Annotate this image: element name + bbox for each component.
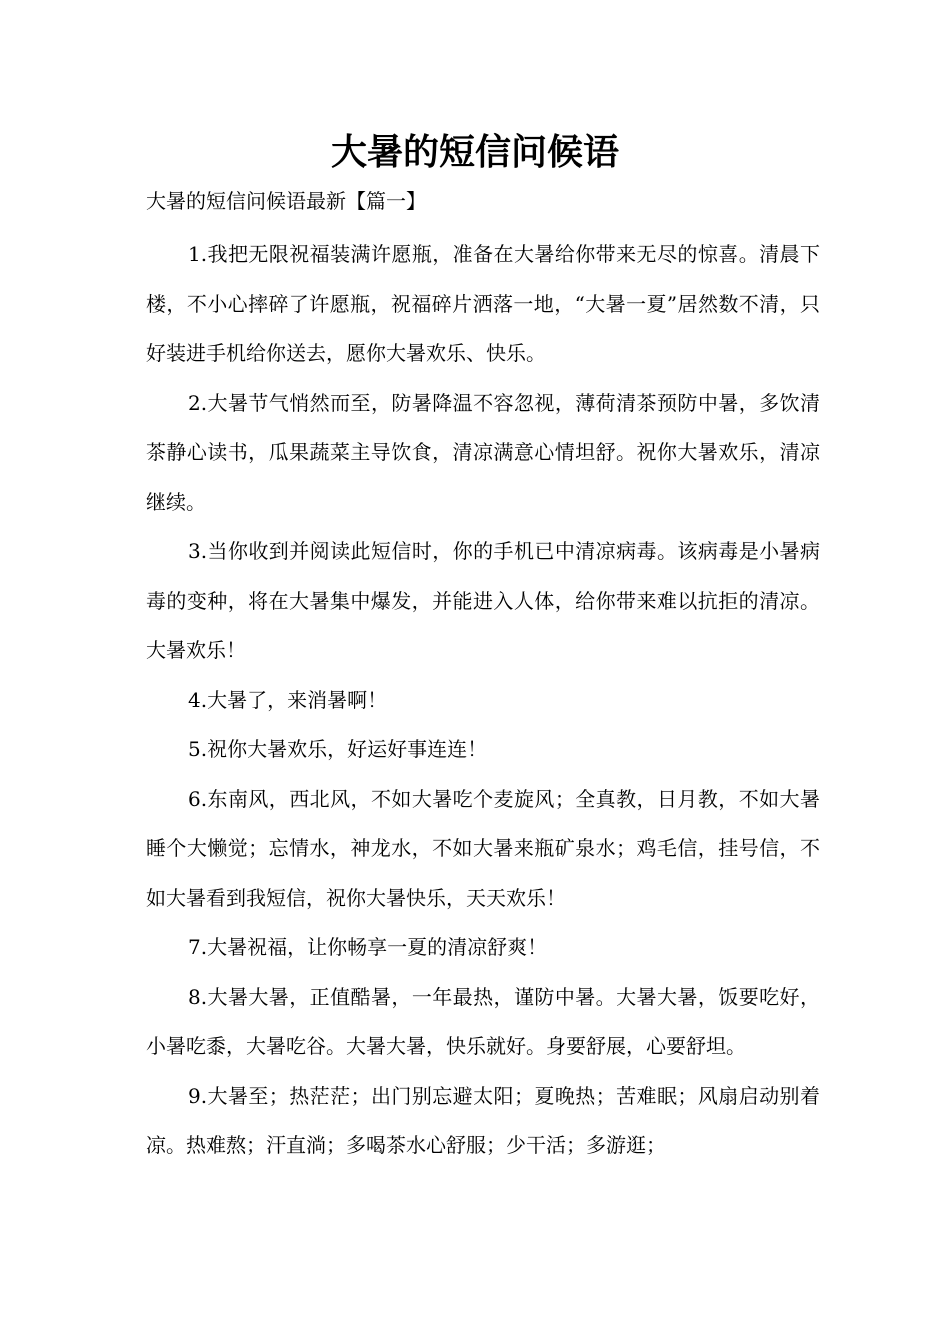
paragraph-6: 6.东南风，西北风，不如大暑吃个麦旋风；全真教，日月教，不如大暑睡个大懒觉；忘情水，神龙水，不如大暑来瓶矿泉水；鸡毛信，挂号信，不如大暑看到我短信，祝你大暑快乐，天天欢乐！	[146, 786, 820, 910]
paragraph-5: 5.祝你大暑欢乐，好运好事连连！	[188, 737, 488, 761]
paragraph-1: 1.我把无限祝福装满许愿瓶，准备在大暑给你带来无尽的惊喜。清晨下楼，不小心摔碎了许愿瓶，祝福碎片洒落一地，“大暑一夏”居然数不清，只好装进手机给你送去，愿你大暑欢乐、快乐。	[146, 242, 820, 365]
document-body	[146, 230, 820, 1171]
paragraph-8: 8.大暑大暑，正值酷暑，一年最热，谨防中暑。大暑大暑，饭要吃好，小暑吃黍，大暑吃谷。大暑大暑，快乐就好。身要舒展，心要舒坦。	[146, 984, 820, 1058]
paragraph-2: 2.大暑节气悄然而至，防暑降温不容忽视，薄荷清茶预防中暑，多饮清茶静心读书，瓜果蔬菜主导饮食，清凉满意心情坦舒。祝你大暑欢乐，清凉继续。	[146, 390, 820, 514]
paragraph-9: 9.大暑至；热茫茫；出门别忘避太阳；夏晚热；苦难眠；风扇启动别着凉。热难熬；汗直淌；多喝茶水心舒服；少干活；多游逛；	[146, 1083, 820, 1157]
section-heading: 大暑的短信问候语最新【篇一】	[146, 189, 426, 213]
paragraph-4: 4.大暑了，来消暑啊！	[188, 687, 388, 712]
paragraph-3: 3.当你收到并阅读此短信时，你的手机已中清凉病毒。该病毒是小暑病毒的变种，将在大暑集中爆发，并能进入人体，给你带来难以抗拒的清凉。大暑欢乐！	[146, 539, 820, 662]
paragraph-7: 7.大暑祝福，让你畅享一夏的清凉舒爽！	[188, 935, 548, 959]
document-title: 大暑的短信问候语	[330, 132, 619, 173]
